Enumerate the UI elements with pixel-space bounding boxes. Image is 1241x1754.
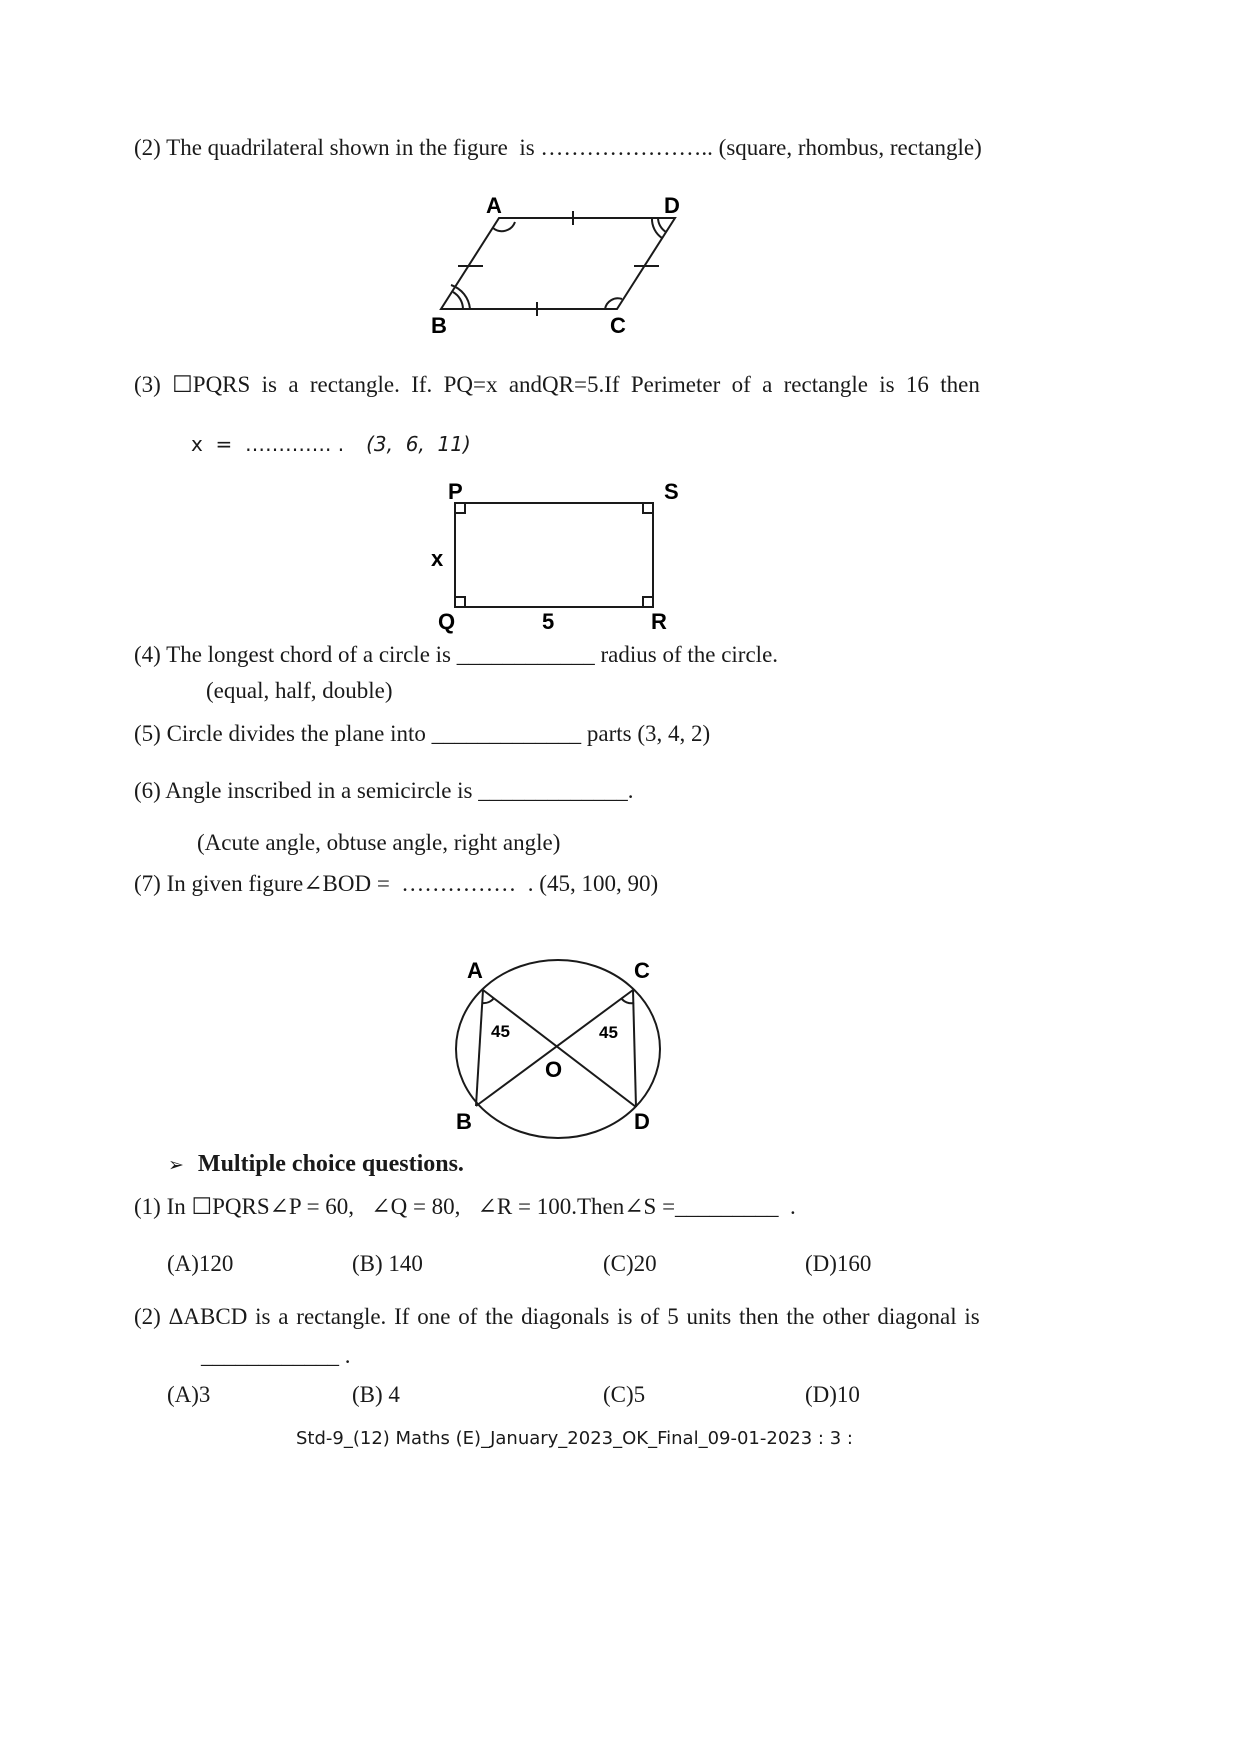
center-label-o: O (545, 1057, 563, 1082)
q3-word: then (940, 372, 980, 397)
q3-word: of (731, 372, 751, 397)
mcq2-word: other (822, 1304, 870, 1329)
mcq-question-2-blank: ____________ . (201, 1343, 351, 1368)
mcq-question-2-text (134, 1303, 980, 1331)
q3-word: rectangle. (309, 372, 400, 397)
q3-word: ☐PQRS (172, 372, 251, 397)
q3-word: PQ=x (443, 372, 498, 397)
mcq2-word: 5 (667, 1304, 679, 1329)
q3-word: a (762, 372, 773, 397)
q3-options: (3, 6, 11) (366, 432, 471, 456)
angle-label-c: 45 (599, 1023, 618, 1042)
mcq2-word: If (394, 1304, 410, 1329)
q3-word: a (288, 372, 299, 397)
question-7-text: (7) In given figure∠BOD = …………… . (45, 100, 90) (134, 871, 659, 896)
mcq-2-option-d: (D)10 (805, 1382, 860, 1407)
chord-cd (633, 990, 636, 1107)
mcq-question-1-text: (1) In ☐PQRS∠P = 60, ∠Q = 80, ∠R = 100.Then∠S =_________ . (134, 1194, 796, 1219)
rectangle-shape (455, 503, 653, 607)
mcq2-word: diagonals (521, 1304, 610, 1329)
mcq-heading-text: Multiple choice questions. (197, 1151, 464, 1177)
chord-cb (476, 990, 633, 1106)
vertex-label-d: D (664, 193, 680, 218)
mcq2-word: diagonal (877, 1304, 957, 1329)
rectangle-figure (424, 474, 694, 640)
arrow-bullet-icon: ➢ (168, 1154, 184, 1176)
mcq2-word: a (278, 1304, 289, 1329)
mcq2-word: is (617, 1304, 633, 1329)
mcq2-word: rectangle. (296, 1304, 387, 1329)
chord-ab (476, 990, 483, 1106)
page-footer: Std-9_(12) Maths (E)_January_2023_OK_Final_09-01-2023 : 3 : (296, 1428, 853, 1449)
question-5-text: (5) Circle divides the plane into _____________ parts (3, 4, 2) (134, 721, 711, 746)
q3-word: is (879, 372, 895, 397)
mcq2-word: one (417, 1304, 451, 1329)
circle-vertex-label-d: D (634, 1109, 650, 1134)
mcq2-word: ΔABCD (168, 1304, 248, 1329)
mcq2-word: of (640, 1304, 660, 1329)
q3-word: 16 (905, 372, 929, 397)
mcq-1-option-a: (A)120 (167, 1251, 234, 1276)
circle-figure (444, 952, 680, 1140)
vertex-label-q: Q (438, 609, 456, 634)
mcq-2-option-b: (B) 4 (352, 1382, 400, 1407)
mcq2-word: (2) (134, 1304, 161, 1329)
question-2-text: (2) The quadrilateral shown in the figure is ………………….. (square, rhombus, rectangle) (134, 135, 982, 160)
circle-vertex-label-b: B (456, 1109, 472, 1134)
q3-word: andQR=5.If (508, 372, 620, 397)
rhombus-diagram (420, 188, 700, 338)
angle-label-a: 45 (491, 1022, 510, 1041)
mcq2-word: is (255, 1304, 271, 1329)
side-label-five: 5 (542, 609, 555, 634)
mcq2-word: of (458, 1304, 478, 1329)
mcq-1-option-d: (D)160 (805, 1251, 872, 1276)
rectangle-diagram (424, 474, 694, 640)
circle-vertex-label-a: A (467, 958, 483, 983)
mcq2-word: units (686, 1304, 732, 1329)
mcq-2-option-c: (C)5 (603, 1382, 646, 1407)
mcq2-word: the (485, 1304, 514, 1329)
question-4-options: (equal, half, double) (206, 678, 393, 703)
vertex-label-s: S (664, 479, 679, 504)
mcq2-word: the (786, 1304, 815, 1329)
vertex-label-r: R (651, 609, 667, 634)
mcq2-word: then (739, 1304, 779, 1329)
q3-answer-blank: x = …………. . (191, 432, 345, 456)
side-label-x: x (431, 546, 444, 571)
question-6-text: (6) Angle inscribed in a semicircle is _____________. (134, 778, 634, 803)
q3-word: is (261, 372, 277, 397)
circle-vertex-label-c: C (634, 958, 650, 983)
rhombus-shape (441, 218, 675, 309)
mcq-1-option-c: (C)20 (603, 1251, 657, 1276)
question-3-answer-line (191, 430, 471, 458)
vertex-label-b: B (431, 313, 447, 338)
question-6-options: (Acute angle, obtuse angle, right angle) (197, 830, 561, 855)
rhombus-figure (420, 188, 700, 338)
mcq-1-option-b: (B) 140 (352, 1251, 423, 1276)
circle-diagram (444, 952, 680, 1140)
question-3-text (134, 371, 980, 399)
mcq-2-option-a: (A)3 (167, 1382, 211, 1407)
vertex-label-a: A (486, 193, 502, 218)
vertex-label-p: P (448, 479, 463, 504)
q3-word: Perimeter (630, 372, 721, 397)
chord-ad (483, 990, 636, 1107)
vertex-label-c: C (610, 313, 626, 338)
q3-word: If. (411, 372, 433, 397)
q3-word: (3) (134, 372, 161, 397)
mcq-heading (168, 1150, 464, 1179)
circle-shape (456, 960, 660, 1138)
q3-word: rectangle (783, 372, 868, 397)
question-4-text: (4) The longest chord of a circle is ____________ radius of the circle. (134, 642, 779, 667)
mcq2-word: is (964, 1304, 980, 1329)
